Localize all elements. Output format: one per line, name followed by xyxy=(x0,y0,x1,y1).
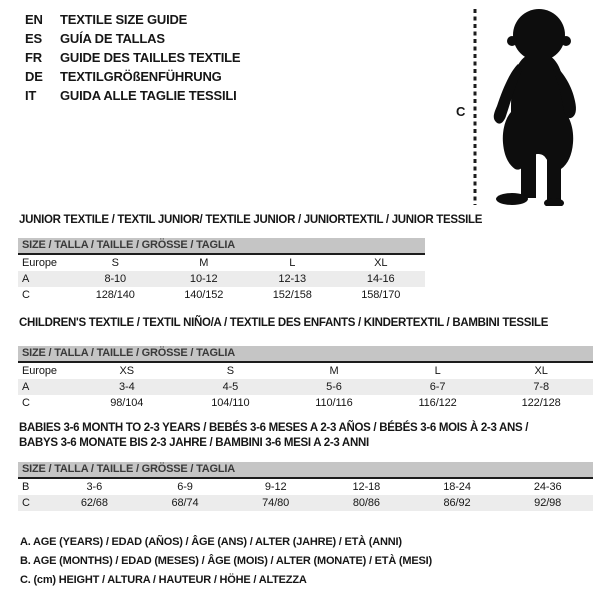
value-cell: M xyxy=(199,257,209,269)
row-label-cell: Europe xyxy=(22,365,57,377)
value-cell: 92/98 xyxy=(534,497,562,509)
baby-silhouette-icon xyxy=(487,6,593,206)
language-row-es xyxy=(25,29,240,48)
height-measure-label: C xyxy=(456,104,466,119)
language-row-de xyxy=(25,67,240,86)
value-cell: L xyxy=(434,365,441,377)
footnote-list xyxy=(20,533,432,590)
value-cell: 74/80 xyxy=(262,497,290,509)
junior-size-table xyxy=(18,238,425,303)
value-cell: L xyxy=(289,257,296,269)
value-cell: 116/122 xyxy=(418,397,457,409)
size-header-bar: SIZE / TALLA / TAILLE / GRÖSSE / TAGLIA xyxy=(18,238,425,255)
value-cell: M xyxy=(329,365,339,377)
language-row-en xyxy=(25,10,240,29)
value-cell: 10-12 xyxy=(189,273,218,285)
junior-section-title: JUNIOR TEXTILE / TEXTIL JUNIOR/ TEXTILE JUNIOR / JUNIORTEXTIL / JUNIOR TESSILE xyxy=(19,214,483,226)
row-label-cell: A xyxy=(22,381,30,393)
footnote-b: B. AGE (MONTHS) / EDAD (MESES) / ÂGE (MOIS) / ALTER (MONATE) / ETÀ (MESI) xyxy=(20,555,432,567)
size-header-bar: SIZE / TALLA / TAILLE / GRÖSSE / TAGLIA xyxy=(18,346,593,363)
language-label: TEXTILGRÖßENFÜHRUNG xyxy=(60,69,222,84)
table-row xyxy=(18,479,593,495)
value-cell: 8-10 xyxy=(104,273,127,285)
table-row xyxy=(18,271,425,287)
value-cell: 18-24 xyxy=(443,481,471,493)
table-row xyxy=(18,363,593,379)
value-cell: 68/74 xyxy=(171,497,199,509)
row-label-cell: Europe xyxy=(22,257,57,269)
table-row xyxy=(18,287,425,303)
row-label-cell: A xyxy=(22,273,30,285)
babies-section-title xyxy=(19,421,528,451)
value-cell: 98/104 xyxy=(110,397,144,409)
language-code: IT xyxy=(25,88,37,103)
value-cell: 128/140 xyxy=(95,289,135,301)
value-cell: XL xyxy=(534,365,548,377)
value-cell: 24-36 xyxy=(533,481,562,493)
row-label-cell: C xyxy=(22,397,30,409)
table-row xyxy=(18,495,593,511)
childrens-size-table xyxy=(18,346,593,411)
language-code: ES xyxy=(25,31,42,46)
value-cell: S xyxy=(111,257,119,269)
value-cell: XL xyxy=(374,257,388,269)
value-cell: 122/128 xyxy=(521,397,561,409)
value-cell: 6-7 xyxy=(429,381,446,393)
value-cell: 9-12 xyxy=(264,481,287,493)
table-row xyxy=(18,255,425,271)
language-code: EN xyxy=(25,12,43,27)
value-cell: 140/152 xyxy=(184,289,224,301)
row-label-cell: C xyxy=(22,289,30,301)
value-cell: 4-5 xyxy=(222,381,239,393)
table-row xyxy=(18,395,593,411)
value-cell: 158/170 xyxy=(361,289,401,301)
childrens-section-title: CHILDREN'S TEXTILE / TEXTIL NIÑO/A / TEXTILE DES ENFANTS / KINDERTEXTIL / BAMBINI TESSILE xyxy=(19,317,549,329)
table-row xyxy=(18,379,593,395)
language-label: GUIDA ALLE TAGLIE TESSILI xyxy=(60,88,237,103)
babies-title-line1: BABIES 3-6 MONTH TO 2-3 YEARS / BEBÉS 3-6 MESES A 2-3 AÑOS / BÉBÉS 3-6 MOIS À 2-3 ANS / xyxy=(19,422,529,434)
value-cell: 5-6 xyxy=(326,381,342,393)
value-cell: 110/116 xyxy=(315,397,353,409)
babies-size-table xyxy=(18,462,593,511)
value-cell: 3-6 xyxy=(86,481,103,493)
value-cell: 104/110 xyxy=(211,397,250,409)
value-cell: 12-13 xyxy=(278,273,307,285)
value-cell: 12-18 xyxy=(352,481,381,493)
language-label: GUIDE DES TAILLES TEXTILE xyxy=(60,50,241,65)
value-cell: 80/86 xyxy=(352,497,380,509)
value-cell: 14-16 xyxy=(366,273,395,285)
language-title-list xyxy=(25,10,240,105)
footnote-c: C. (cm) HEIGHT / ALTURA / HAUTEUR / HÖHE / ALTEZZA xyxy=(20,574,307,586)
value-cell: 3-4 xyxy=(118,381,135,393)
language-label: TEXTILE SIZE GUIDE xyxy=(60,12,188,27)
value-cell: 62/68 xyxy=(80,497,108,509)
size-header-bar: SIZE / TALLA / TAILLE / GRÖSSE / TAGLIA xyxy=(18,462,593,479)
language-row-fr xyxy=(25,48,240,67)
value-cell: 6-9 xyxy=(177,481,193,493)
footnote-a: A. AGE (YEARS) / EDAD (AÑOS) / ÂGE (ANS) / ALTER (JAHRE) / ETÀ (ANNI) xyxy=(20,536,402,548)
row-label-cell: B xyxy=(22,481,30,493)
value-cell: 7-8 xyxy=(533,381,549,393)
value-cell: S xyxy=(226,365,235,377)
babies-title-line2: BABYS 3-6 MONATE BIS 2-3 JAHRE / BAMBINI 3-6 MESI A 2-3 ANNI xyxy=(19,437,369,449)
value-cell: XS xyxy=(119,365,135,377)
language-label: GUÍA DE TALLAS xyxy=(60,31,165,46)
language-code: DE xyxy=(25,69,43,84)
value-cell: 152/158 xyxy=(272,289,312,301)
height-measure-line xyxy=(473,9,477,205)
row-label-cell: C xyxy=(22,497,30,509)
language-code: FR xyxy=(25,50,42,65)
language-row-it xyxy=(25,86,240,105)
value-cell: 86/92 xyxy=(443,497,471,509)
